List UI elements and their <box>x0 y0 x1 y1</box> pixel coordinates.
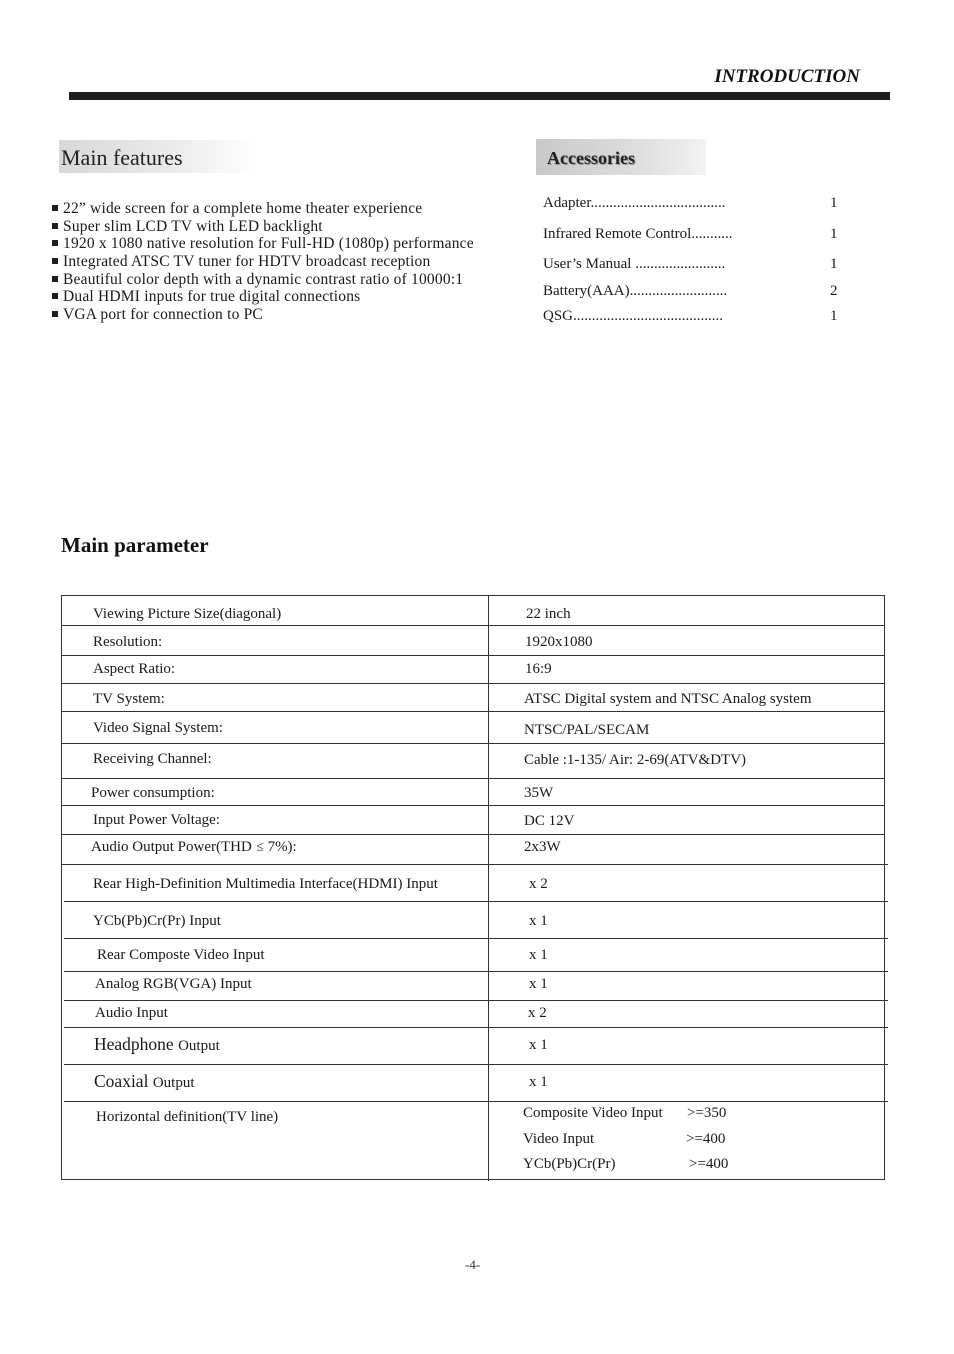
sub-param-value: >=400 <box>689 1156 729 1172</box>
param-label-small: Output <box>178 1038 220 1054</box>
table-rule <box>64 1000 888 1001</box>
param-label: Resolution: <box>93 634 163 650</box>
param-value: x 1 <box>529 976 548 992</box>
feature-item <box>52 306 522 324</box>
accessory-quantity: 1 <box>830 308 838 324</box>
accessory-label: Adapter.................................... <box>543 195 726 211</box>
accessories-heading: Accessories <box>536 139 706 175</box>
feature-item <box>52 235 522 253</box>
bullet-icon <box>52 311 58 317</box>
table-rule <box>61 864 888 865</box>
table-rule <box>61 655 885 656</box>
param-label: Analog RGB(VGA) Input <box>95 976 252 992</box>
table-rule <box>64 971 888 972</box>
param-value: x 1 <box>529 913 548 929</box>
feature-text: Super slim LCD TV with LED backlight <box>63 217 323 235</box>
bullet-icon <box>52 205 58 211</box>
table-rule <box>64 901 888 902</box>
param-value: DC 12V <box>524 813 575 829</box>
param-label <box>94 1072 194 1092</box>
table-rule <box>64 1027 888 1028</box>
main-parameter-heading: Main parameter <box>61 533 209 557</box>
bullet-icon <box>52 276 58 282</box>
param-label-suffix: 7%): <box>263 839 297 855</box>
feature-text: 1920 x 1080 native resolution for Full-HD (1080p) performance <box>63 235 474 253</box>
section-title: INTRODUCTION <box>714 66 860 87</box>
accessory-quantity: 1 <box>830 256 838 272</box>
param-value: x 1 <box>529 1037 548 1053</box>
sub-param-name: Video Input <box>523 1131 595 1147</box>
accessory-label: User’s Manual ........................ <box>543 256 726 272</box>
accessory-quantity: 1 <box>830 195 838 211</box>
param-value: 1920x1080 <box>525 634 593 650</box>
param-value: 16:9 <box>525 661 552 677</box>
feature-item <box>52 288 522 306</box>
feature-item <box>52 200 522 218</box>
main-features-heading: Main features <box>59 140 258 173</box>
param-value: NTSC/PAL/SECAM <box>524 722 650 738</box>
accessory-quantity: 1 <box>830 226 838 242</box>
accessory-label: Battery(AAA).......................... <box>543 283 728 299</box>
param-value: Cable :1-135/ Air: 2-69(ATV&DTV) <box>524 752 747 768</box>
table-rule <box>61 625 885 626</box>
table-rule <box>61 743 885 744</box>
accessory-item <box>543 306 843 326</box>
feature-text: Beautiful color depth with a dynamic contrast ratio of 10000:1 <box>63 270 464 288</box>
param-label-small: Output <box>152 1075 195 1091</box>
param-label: Audio Input <box>95 1005 168 1021</box>
param-label: YCb(Pb)Cr(Pr) Input <box>93 913 221 929</box>
sub-param-name: YCb(Pb)Cr(Pr) <box>523 1156 616 1172</box>
feature-text: VGA port for connection to PC <box>63 306 263 324</box>
sub-param-value: >=350 <box>687 1105 727 1121</box>
sub-param-value: >=400 <box>686 1131 726 1147</box>
bullet-icon <box>52 223 58 229</box>
table-rule <box>61 778 885 779</box>
param-label: Aspect Ratio: <box>93 661 176 677</box>
page-number: -4- <box>465 1257 481 1272</box>
table-rule <box>61 711 885 712</box>
param-label: Rear Composte Video Input <box>97 947 265 963</box>
param-value: x 2 <box>529 876 548 892</box>
accessory-item <box>543 193 843 213</box>
param-value: 35W <box>524 785 554 801</box>
param-label: Power consumption: <box>91 785 215 801</box>
accessory-quantity: 2 <box>830 283 838 299</box>
feature-text: Integrated ATSC TV tuner for HDTV broadcast reception <box>63 253 431 271</box>
main-features-list <box>52 200 522 324</box>
param-label: Video Signal System: <box>93 720 223 736</box>
header-rule <box>69 92 890 100</box>
param-label: Rear High-Definition Multimedia Interface(HDMI) Input <box>93 876 438 892</box>
feature-text: 22” wide screen for a complete home theater experience <box>63 200 423 217</box>
accessory-label: Infrared Remote Control........... <box>543 226 733 242</box>
sub-param-name: Composite Video Input <box>523 1105 663 1121</box>
param-label <box>94 1035 220 1055</box>
param-value: 2x3W <box>524 839 561 855</box>
param-label-main: Headphone <box>94 1034 174 1054</box>
accessory-item <box>543 254 843 274</box>
param-value: ATSC Digital system and NTSC Analog system <box>524 691 812 707</box>
feature-item <box>52 253 522 271</box>
table-rule <box>64 1064 888 1065</box>
param-label <box>91 838 297 856</box>
accessory-item <box>543 281 843 301</box>
table-rule <box>64 1101 888 1102</box>
bullet-icon <box>52 293 58 299</box>
accessory-label: QSG........................................ <box>543 308 724 324</box>
param-value: x 2 <box>528 1005 547 1021</box>
accessory-item <box>543 224 843 244</box>
feature-text: Dual HDMI inputs for true digital connections <box>63 288 361 306</box>
less-equal-symbol: ≤ <box>255 839 264 855</box>
param-label-prefix: Audio Output Power(THD <box>91 839 252 855</box>
param-label: TV System: <box>93 691 165 707</box>
table-rule <box>61 805 885 806</box>
table-rule <box>61 834 885 835</box>
param-label: Horizontal definition(TV line) <box>96 1109 279 1125</box>
table-rule <box>61 683 885 684</box>
param-label: Receiving Channel: <box>93 751 212 767</box>
table-rule <box>64 938 888 939</box>
feature-item <box>52 218 522 236</box>
param-value: x 1 <box>529 947 548 963</box>
feature-item <box>52 271 522 289</box>
bullet-icon <box>52 258 58 264</box>
param-label-main: Coaxial <box>94 1071 149 1091</box>
param-label: Viewing Picture Size(diagonal) <box>93 606 282 622</box>
param-value: 22 inch <box>526 606 571 622</box>
param-value: x 1 <box>529 1074 548 1090</box>
param-label: Input Power Voltage: <box>93 812 220 828</box>
bullet-icon <box>52 240 58 246</box>
